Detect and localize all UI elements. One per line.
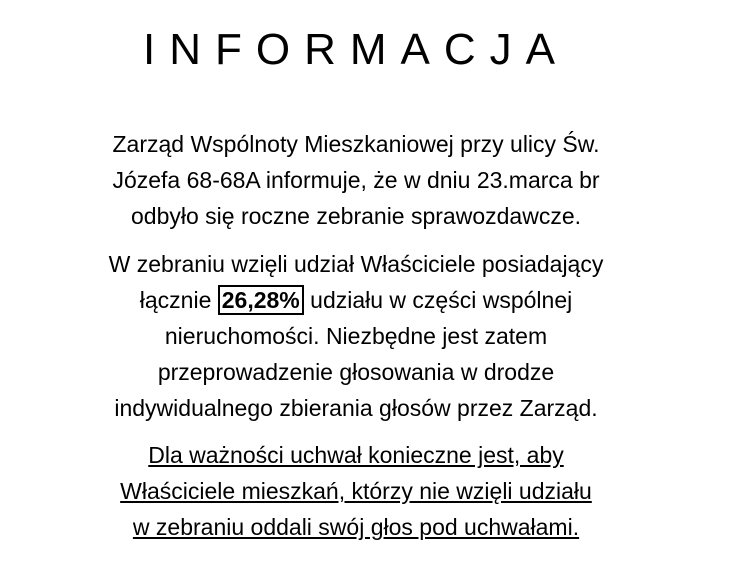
text-line: nieruchomości. Niezbędne jest zatem xyxy=(164,323,548,349)
text-line: Józefa 68-68A informuje, że w dniu 23.marca br xyxy=(112,167,600,193)
page-title: INFORMACJA xyxy=(143,25,569,74)
text-fragment: łącznie xyxy=(139,287,218,313)
text-line-with-percentage xyxy=(40,282,672,318)
underlined-text-line: Dla ważności uchwał konieczne jest, aby xyxy=(148,442,564,468)
text-line: przeprowadzenie głosowania w drodze xyxy=(157,359,555,385)
underlined-text-line: w zebraniu oddali swój głos pod uchwałami. xyxy=(132,514,580,540)
text-line: W zebraniu wzięli udział Właściciele posiadający xyxy=(108,251,604,277)
underlined-text-line: Właściciele mieszkań, którzy nie wzięli udziału xyxy=(120,478,592,504)
paragraph-meeting-info xyxy=(40,126,672,234)
paragraph-voting-requirement xyxy=(40,437,672,545)
text-fragment: udziału w części wspólnej xyxy=(303,287,573,313)
share-percentage: 26,28% xyxy=(218,285,304,315)
text-line: Zarząd Wspólnoty Mieszkaniowej przy ulicy Św. xyxy=(112,131,600,157)
paragraph-attendance xyxy=(40,246,672,426)
text-line: odbyło się roczne zebranie sprawozdawcze. xyxy=(130,203,582,229)
text-line: indywidualnego zbierania głosów przez Zarząd. xyxy=(114,395,598,421)
